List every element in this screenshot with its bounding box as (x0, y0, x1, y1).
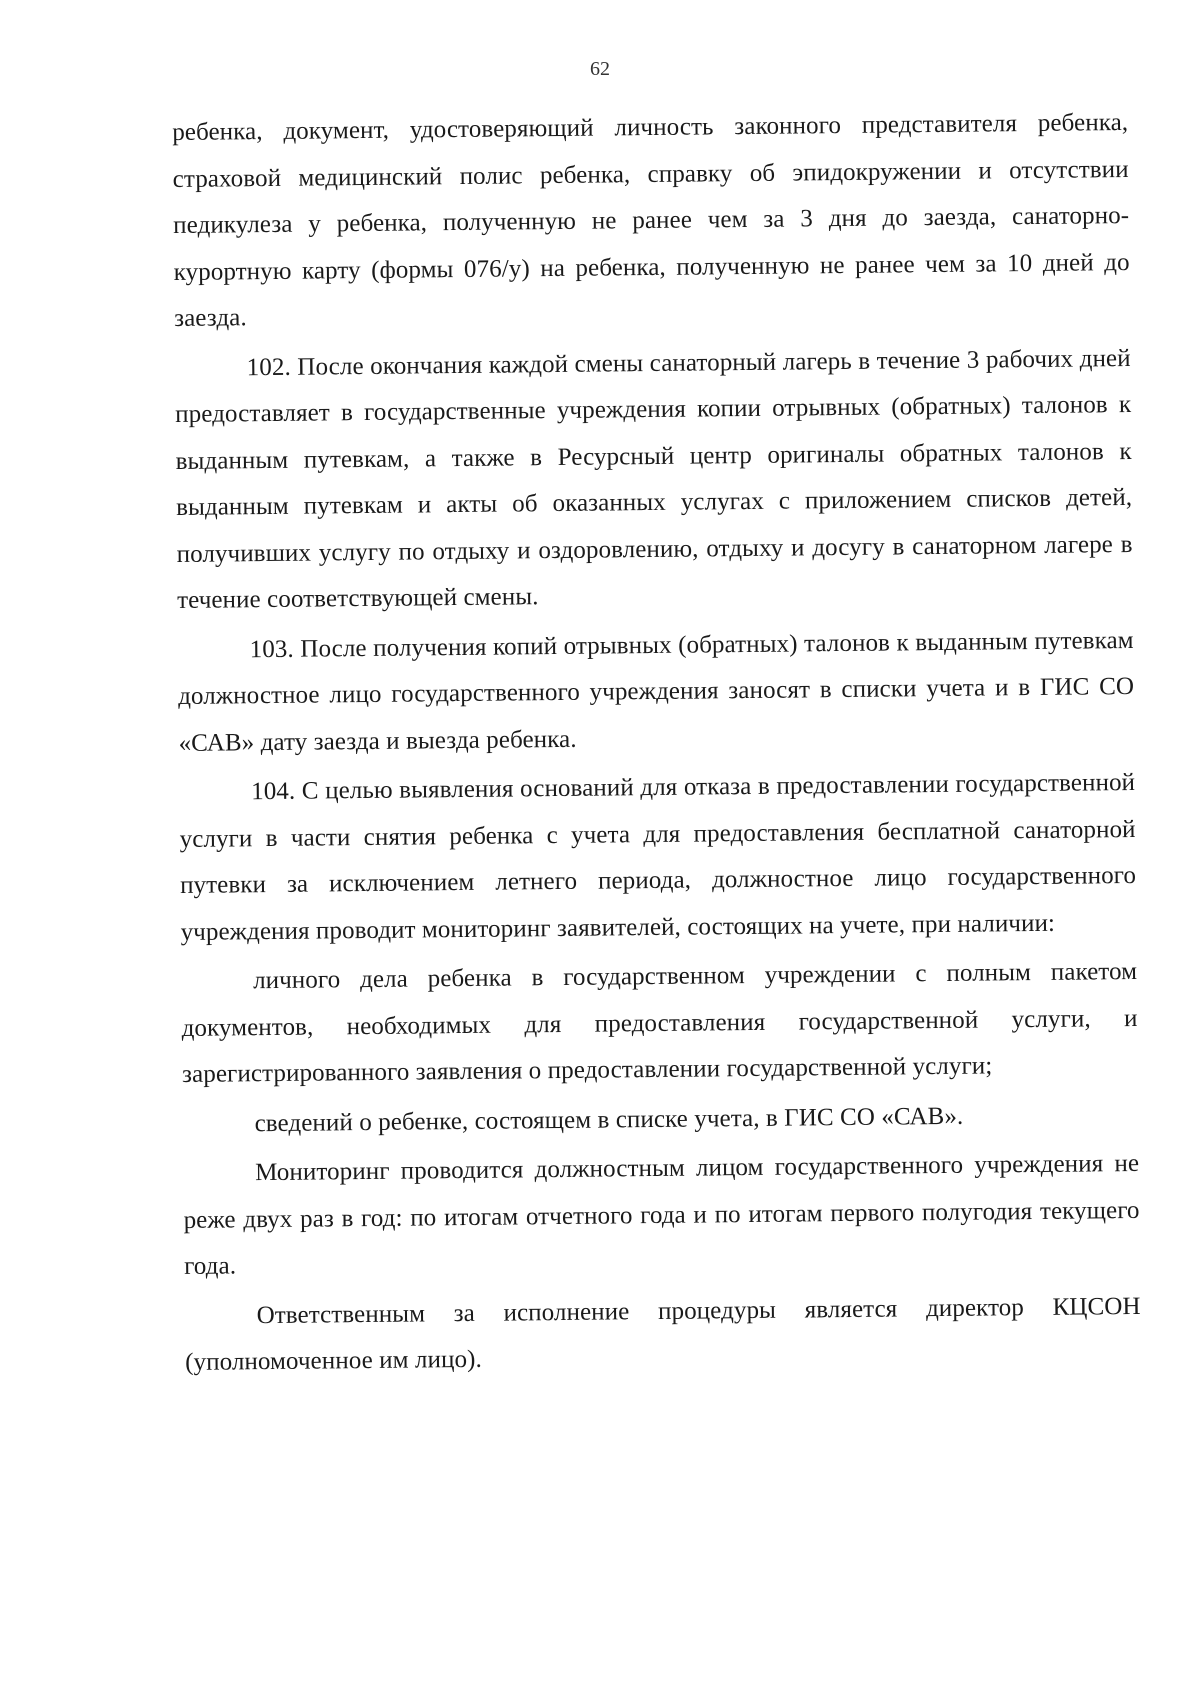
paragraph-responsible-person: Ответственным за исполнение процедуры является директор КЦСОН (уполномоченное им лицо). (184, 1292, 1141, 1376)
paragraph-condition-gis-record: сведений о ребенке, состоящем в списке учета, в ГИС СО «САВ». (254, 1102, 964, 1137)
paragraph-102: 102. После окончания каждой смены санаторный лагерь в течение 3 рабочих дней предоставляет в государственные учреждения копии отрывных (обратных) талонов к выданным путевкам, а также в Ресурсный центр оригиналы обратных талонов к выданным путевкам и акты об оказанных услугах с приложением списков детей, получивших услугу по отдыху и оздоровлению, отдыху и досугу в санаторном лагере в течение соответствующей смены. (175, 344, 1133, 614)
paragraph-condition-personal-file: личного дела ребенка в государственном учреждении с полным пакетом документов, необходимых для предоставления государственной услуги, и зарегистрированного заявления о предоставлении государственной услуги; (181, 957, 1138, 1088)
document-body (172, 100, 1141, 1386)
paragraph-monitoring-frequency: Мониторинг проводится должностным лицом государственного учреждения не реже двух раз в год: по итогам отчетного года и по итогам первого полугодия текущего года. (183, 1149, 1140, 1280)
paragraph-continuation: ребенка, документ, удостоверяющий личность законного представителя ребенка, страховой медицинский полис ребенка, справку об эпидокружении и отсутствии педикулеза у ребенка, полученную не ранее чем за 3 дня до заезда, санаторно-курортную карту (формы 076/у) на ребенка, полученную не ранее чем за 10 дней до заезда. (172, 108, 1130, 332)
paragraph-103: 103. После получения копий отрывных (обратных) талонов к выданным путевкам должностное лицо государственного учреждения заносят в списки учета и в ГИС СО «САВ» дату заезда и выезда ребенка. (178, 626, 1135, 757)
page-number: 62 (590, 58, 610, 80)
paragraph-104: 104. С целью выявления оснований для отказа в предоставлении государственной услуги в части снятия ребенка с учета для предоставления бесплатной санаторной путевки за исключением летнего периода, должностное лицо государственного учреждения проводит мониторинг заявителей, состоящих на учете, при наличии: (179, 768, 1137, 946)
